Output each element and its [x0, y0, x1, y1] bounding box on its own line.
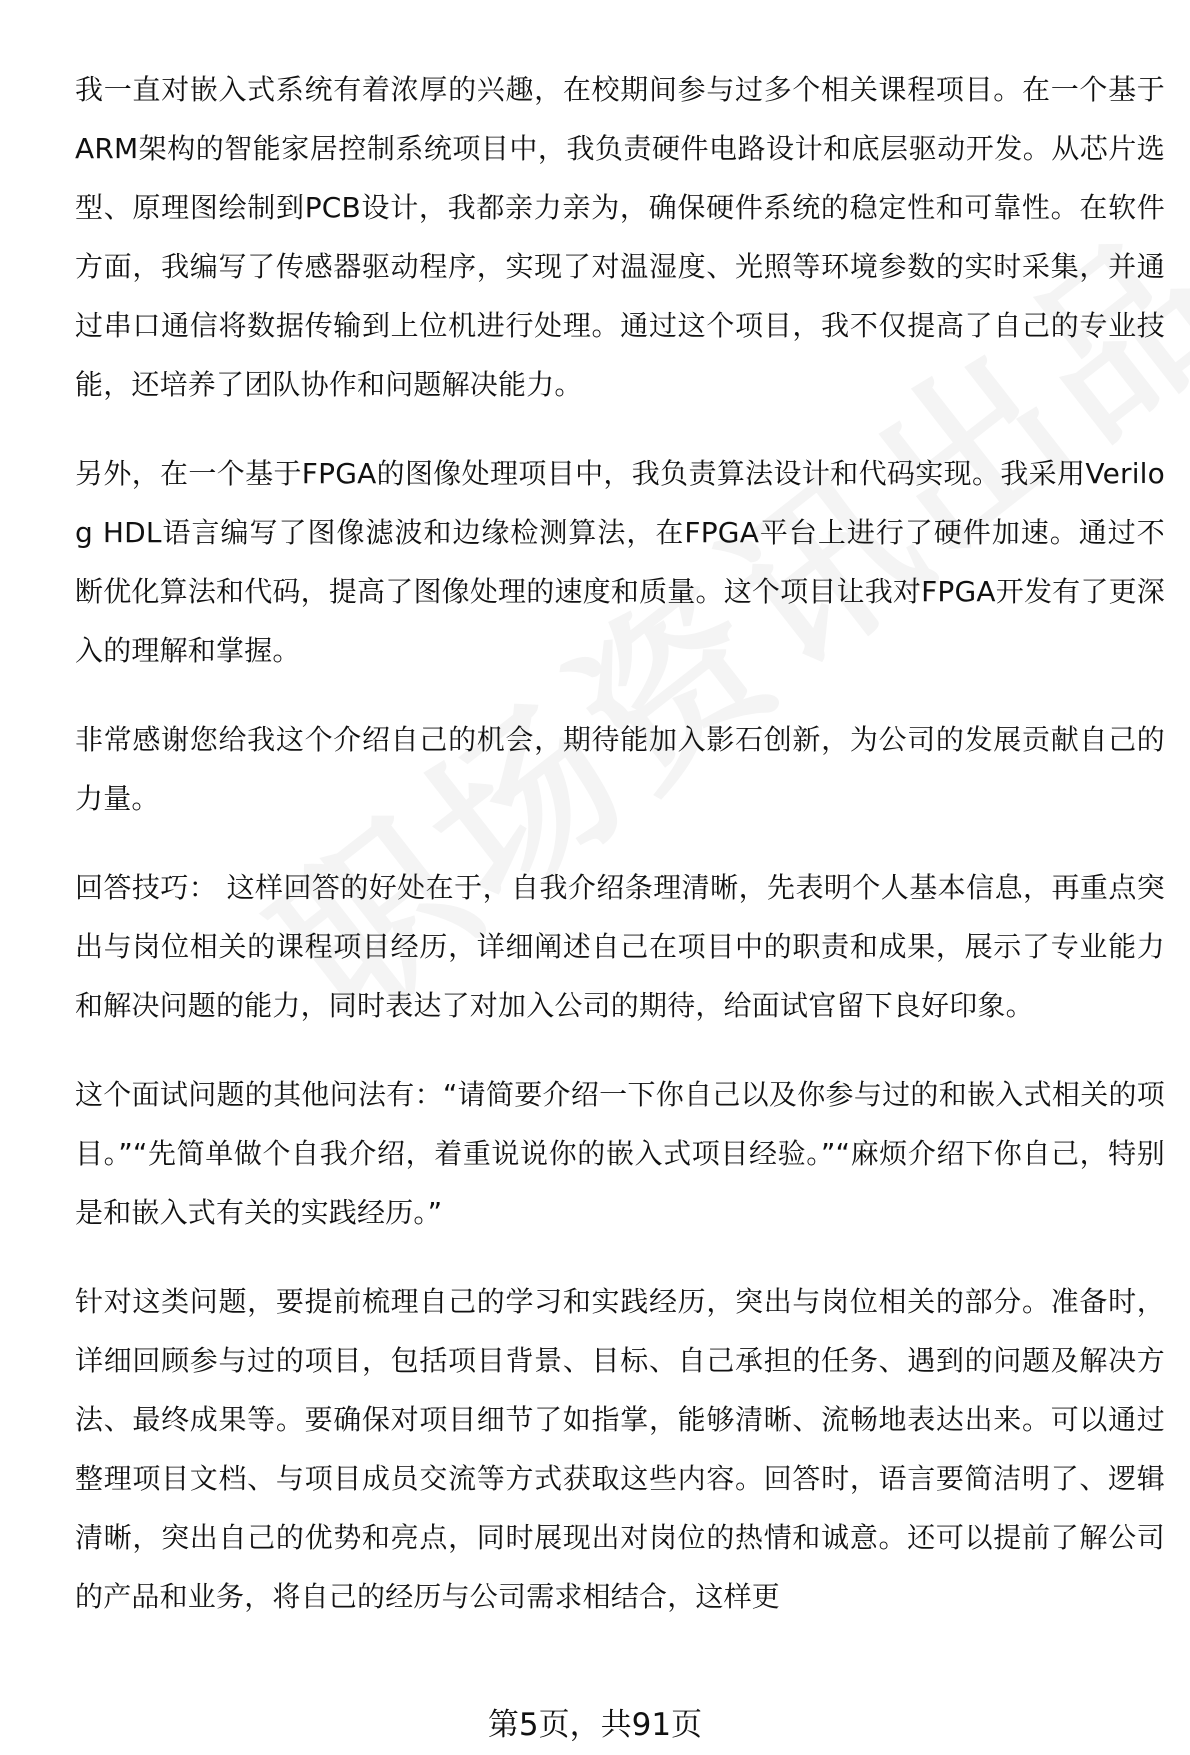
paragraph-closing-thanks: 非常感谢您给我这个介绍自己的机会，期待能加入影石创新，为公司的发展贡献自己的力量。	[75, 723, 1165, 815]
paragraph-fpga-project: 另外，在一个基于FPGA的图像处理项目中，我负责算法设计和代码实现。我采用Verilog HDL语言编写了图像滤波和边缘检测算法，在FPGA平台上进行了硬件加速。通过不断优化算法和代码，提高了图像处理的速度和质量。这个项目让我对FPGA开发有了更深入的理解和掌握。	[75, 457, 1165, 667]
paragraph-alternative-questions: 这个面试问题的其他问法有：“请简要介绍一下你自己以及你参与过的和嵌入式相关的项目。”“先简单做个自我介绍，着重说说你的嵌入式项目经验。”“麻烦介绍下你自己，特别是和嵌入式有关的实践经历。”	[75, 1078, 1165, 1229]
paragraph-answer-tips: 回答技巧： 这样回答的好处在于，自我介绍条理清晰，先表明个人基本信息，再重点突出与岗位相关的课程项目经历，详细阐述自己在项目中的职责和成果，展示了专业能力和解决问题的能力，同时表达了对加入公司的期待，给面试官留下良好印象。	[75, 871, 1165, 1022]
paragraph-embedded-interest: 我一直对嵌入式系统有着浓厚的兴趣，在校期间参与过多个相关课程项目。在一个基于ARM架构的智能家居控制系统项目中，我负责硬件电路设计和底层驱动开发。从芯片选型、原理图绘制到PCB设计，我都亲力亲为，确保硬件系统的稳定性和可靠性。在软件方面，我编写了传感器驱动程序，实现了对温湿度、光照等环境参数的实时采集，并通过串口通信将数据传输到上位机进行处理。通过这个项目，我不仅提高了自己的专业技能，还培养了团队协作和问题解决能力。	[75, 73, 1165, 401]
page-number: 第5页，共91页	[487, 1707, 703, 1743]
document-body	[75, 60, 1165, 1656]
paragraph-preparation-advice: 针对这类问题，要提前梳理自己的学习和实践经历，突出与岗位相关的部分。准备时，详细回顾参与过的项目，包括项目背景、目标、自己承担的任务、遇到的问题及解决方法、最终成果等。要确保对项目细节了如指掌，能够清晰、流畅地表达出来。可以通过整理项目文档、与项目成员交流等方式获取这些内容。回答时，语言要简洁明了、逻辑清晰，突出自己的优势和亮点，同时展现出对岗位的热情和诚意。还可以提前了解公司的产品和业务，将自己的经历与公司需求相结合，这样更	[75, 1285, 1165, 1613]
